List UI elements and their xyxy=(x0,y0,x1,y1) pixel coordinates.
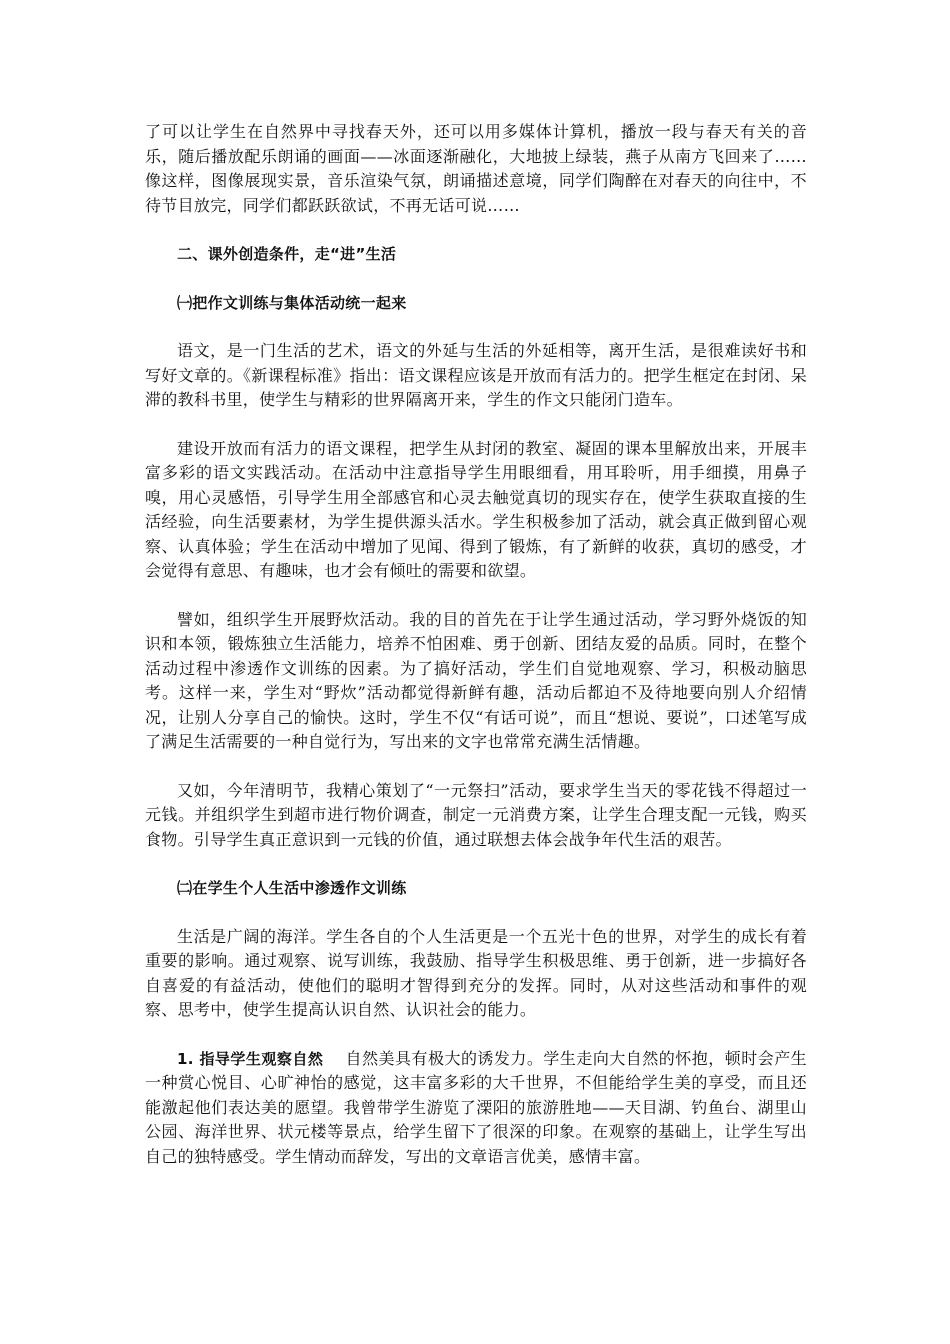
document-body xyxy=(145,120,807,1169)
item-1-text: 自然美具有极大的诱发力。学生走向大自然的怀抱，顿时会产生一种赏心悦目、心旷神怡的感觉，这丰富多彩的大千世界，不但能给学生美的享受，而且还能激起他们表达美的愿望。我曾带学生游览了溧阳的旅游胜地——天目湖、钓鱼台、湖里山公园、海洋世界、状元楼等景点，给学生留下了很深的印象。在观察的基础上，让学生写出自己的独特感受。学生情动而辞发，写出的文章语言优美，感情丰富。 xyxy=(145,1048,807,1166)
paragraph-personal-life: 生活是广阔的海洋。学生各自的个人生活更是一个五光十色的世界，对学生的成长有着重要的影响。通过观察、说写训练，我鼓励、指导学生积极思维、勇于创新，进一步搞好各自喜爱的有益活动，使他们的聪明才智得到充分的发挥。同时，从对这些活动和事件的观察、思考中，使学生提高认识自然、认识社会的能力。 xyxy=(145,926,807,1019)
item-1-lead: 1. 指导学生观察自然 xyxy=(177,1049,324,1068)
subsection-heading-1: ㈠把作文训练与集体活动统一起来 xyxy=(177,293,407,312)
paragraph-qingming-activity: 又如，今年清明节，我精心策划了“一元祭扫”活动，要求学生当天的零花钱不得超过一元钱。并组织学生到超市进行物价调查，制定一元消费方案，让学生合理支配一元钱，购买食物。引导学生真正意识到一元钱的价值，通过联想去体会战争年代生活的艰苦。 xyxy=(145,780,807,849)
paragraph-observe-nature xyxy=(145,1047,807,1170)
paragraph-chinese-life-art: 语文，是一门生活的艺术，语文的外延与生活的外延相等，离开生活，是很难读好书和写好文章的。《新课程标准》指出：语文课程应该是开放而有活力的。把学生框定在封闭、呆滞的教科书里，使学生与精彩的世界隔离开来，学生的作文只能闭门造车。 xyxy=(145,341,807,409)
subsection-heading-2: ㈡在学生个人生活中渗透作文训练 xyxy=(177,879,407,897)
section-heading-2: 二、课外创造条件，走“进”生活 xyxy=(177,245,397,263)
paragraph-open-curriculum: 建设开放而有活力的语文课程，把学生从封闭的教室、凝固的课本里解放出来，开展丰富多彩的语文实践活动。在活动中注意指导学生用眼细看，用耳聆听，用手细摸，用鼻子嗅，用心灵感悟，引导学生用全部感官和心灵去触觉真切的现实存在，使学生获取直接的生活经验，向生活要素材，为学生提供源头活水。学生积极参加了活动，就会真正做到留心观察、认真体验；学生在活动中增加了见闻、得到了锻炼，有了新鲜的收获，真切的感受，才会觉得有意思、有趣味，也才会有倾吐的需要和欲望。 xyxy=(145,438,807,580)
intro-paragraph: 了可以让学生在自然界中寻找春天外，还可以用多媒体计算机，播放一段与春天有关的音乐，随后播放配乐朗诵的画面——冰面逐渐融化，大地披上绿装，燕子从南方飞回来了……像这样，图像展现实景，音乐渲染气氛，朗诵描述意境，同学们陶醉在对春天的向往中，不待节目放完，同学们都跃跃欲试，不再无话可说…… xyxy=(145,122,807,215)
paragraph-picnic-activity: 譬如，组织学生开展野炊活动。我的目的首先在于让学生通过活动，学习野外烧饭的知识和本领，锻炼独立生活能力，培养不怕困难、勇于创新、团结友爱的品质。同时，在整个活动过程中渗透作文训练的因素。为了搞好活动，学生们自觉地观察、学习，积极动脑思考。这样一来，学生对“野炊”活动都觉得新鲜有趣，活动后都迫不及待地要向别人介绍情况，让别人分享自己的愉快。这时，学生不仅“有话可说”，而且“想说、要说”，口述笔写成了满足生活需要的一种自觉行为，写出来的文字也常常充满生活情趣。 xyxy=(145,609,807,751)
